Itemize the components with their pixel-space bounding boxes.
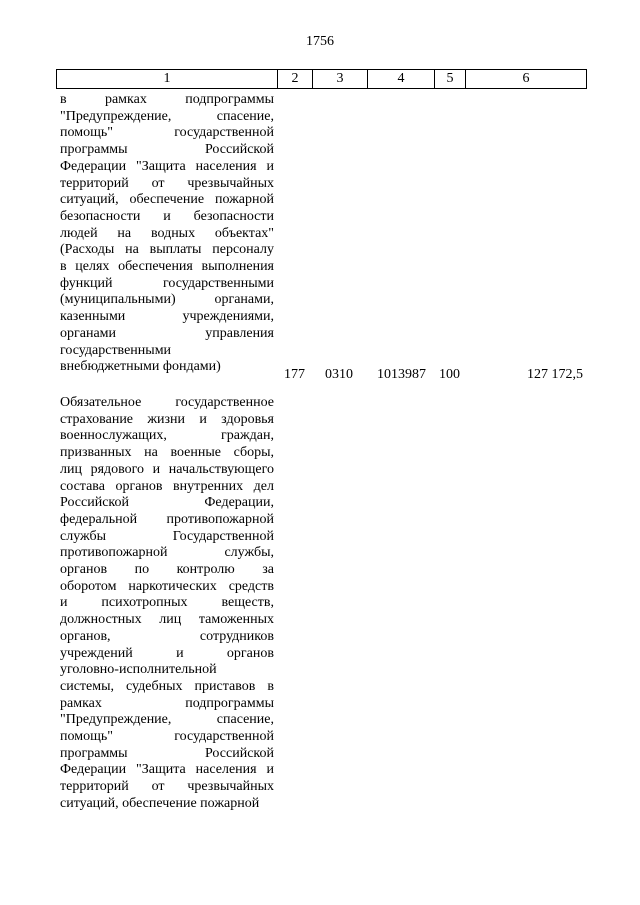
row-description xyxy=(60,92,274,376)
description-line: (Расходы на выплаты персоналу xyxy=(60,242,274,258)
description-line: состава органов внутренних дел xyxy=(60,478,274,494)
description-line: органов, сотрудников xyxy=(60,628,274,644)
description-line: территорий от чрезвычайных xyxy=(60,779,274,795)
description-line: территорий от чрезвычайных xyxy=(60,175,274,191)
description-line: лиц рядового и начальствующего xyxy=(60,461,274,477)
column-header-5: 5 xyxy=(435,70,466,89)
description-line: призванных на военные сборы, xyxy=(60,445,274,461)
description-line: в рамках подпрограммы xyxy=(60,92,274,107)
description-line: ситуаций, обеспечение пожарной xyxy=(60,192,274,208)
description-line: страхование жизни и здоровья xyxy=(60,411,274,427)
description-line: внебюджетными фондами) xyxy=(60,359,221,375)
description-line: помощь" государственной xyxy=(60,729,274,745)
description-line: органами управления xyxy=(60,325,274,341)
description-line: людей на водных объектах" xyxy=(60,225,274,241)
row-description xyxy=(60,395,274,813)
description-line: Российской Федерации, xyxy=(60,495,274,511)
cell-col6: 127 172,5 xyxy=(527,367,583,382)
column-header-4: 4 xyxy=(368,70,435,89)
description-line: "Предупреждение, спасение, xyxy=(60,108,274,124)
cell-col5: 100 xyxy=(439,367,460,382)
description-line: программы Российской xyxy=(60,142,274,158)
description-line: федеральной противопожарной xyxy=(60,511,274,527)
description-line: (муниципальными) органами, xyxy=(60,292,274,308)
description-line: государственными xyxy=(60,342,172,358)
description-line: оборотом наркотических средств xyxy=(60,578,274,594)
description-line: ситуаций, обеспечение пожарной xyxy=(60,795,260,811)
description-line: безопасности и безопасности xyxy=(60,208,274,224)
description-line: уголовно-исполнительной xyxy=(60,662,217,678)
cell-col2: 177 xyxy=(284,367,305,382)
description-line: Федерации "Защита населения и xyxy=(60,762,274,778)
description-line: Федерации "Защита населения и xyxy=(60,158,274,174)
description-line: в целях обеспечения выполнения xyxy=(60,259,274,275)
description-line: противопожарной службы, xyxy=(60,545,274,561)
description-line: службы Государственной xyxy=(60,528,274,544)
description-line: органов по контролю за xyxy=(60,562,274,578)
page-number: 1756 xyxy=(306,34,334,49)
description-line: функций государственными xyxy=(60,275,274,291)
description-line: военнослужащих, граждан, xyxy=(60,428,274,444)
cell-col4: 1013987 xyxy=(377,367,426,382)
description-line: Обязательное государственное xyxy=(60,395,274,410)
description-line: "Предупреждение, спасение, xyxy=(60,712,274,728)
description-line: учреждений и органов xyxy=(60,645,274,661)
column-header-table xyxy=(56,69,587,89)
description-line: рамках подпрограммы xyxy=(60,695,274,711)
description-line: программы Российской xyxy=(60,745,274,761)
column-header-row xyxy=(57,70,587,89)
column-header-1: 1 xyxy=(57,70,278,89)
description-line: должностных лиц таможенных xyxy=(60,612,274,628)
description-line: казенными учреждениями, xyxy=(60,309,274,325)
description-line: и психотропных веществ, xyxy=(60,595,274,611)
description-line: помощь" государственной xyxy=(60,125,274,141)
cell-col3: 0310 xyxy=(325,367,353,382)
column-header-6: 6 xyxy=(466,70,587,89)
description-line: системы, судебных приставов в xyxy=(60,678,274,694)
column-header-2: 2 xyxy=(278,70,313,89)
column-header-3: 3 xyxy=(313,70,368,89)
